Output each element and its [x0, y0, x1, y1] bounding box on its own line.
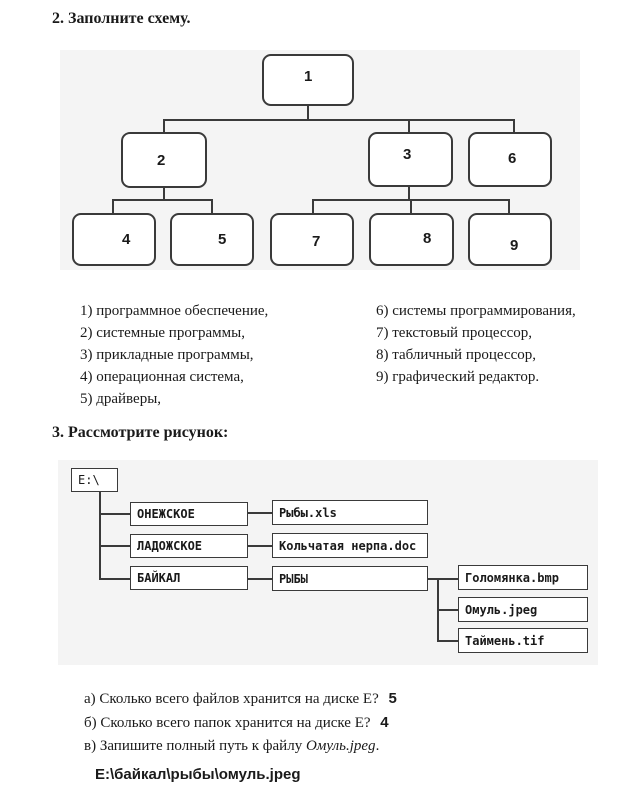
connector-line [211, 199, 213, 213]
answer-a[interactable]: 5 [388, 690, 397, 707]
tree-line [99, 490, 101, 579]
scheme-box-4[interactable] [72, 213, 156, 266]
task2-title: 2. Заполните схему. [52, 10, 191, 27]
connector-line [307, 104, 309, 120]
question-b [84, 714, 389, 732]
file-omul-jpeg[interactable]: Омуль.jpeg [458, 597, 588, 622]
question-a-text: а) Сколько всего файлов хранится на диске Е? [84, 691, 379, 707]
scheme-box-5[interactable] [170, 213, 254, 266]
tree-line [248, 578, 272, 580]
tree-line [248, 545, 272, 547]
scheme-box-6[interactable] [468, 132, 552, 187]
folder-baikal[interactable]: БАЙКАЛ [130, 566, 248, 590]
file-golomyanka-bmp[interactable]: Голомянка.bmp [458, 565, 588, 590]
question-c-filename: Омуль.jpeg [305, 738, 376, 754]
scheme-box-1[interactable] [262, 54, 354, 106]
scheme-box-8[interactable] [369, 213, 454, 266]
answer-c[interactable]: E:\байкал\рыбы\омуль.jpeg [95, 766, 301, 783]
box-number: 9 [510, 237, 519, 254]
tree-line [99, 513, 130, 515]
connector-line [408, 119, 410, 133]
question-c-text: в) Запишите полный путь к файлу [84, 738, 306, 754]
box-number: 3 [403, 146, 412, 163]
legend-item: 1) программное обеспечение, [80, 303, 269, 319]
box-number: 6 [508, 150, 517, 167]
scheme-box-2[interactable] [121, 132, 207, 188]
box-number: 1 [304, 68, 313, 85]
tree-line [428, 578, 458, 580]
box-number: 5 [218, 231, 227, 248]
question-a [84, 690, 397, 708]
box-number: 8 [423, 230, 432, 247]
scheme-box-7[interactable] [270, 213, 354, 266]
connector-line [163, 119, 515, 121]
question-b-text: б) Сколько всего папок хранится на диске Е? [84, 715, 371, 731]
tree-root-disk[interactable]: E:\ [71, 468, 118, 492]
legend-item: 6) системы программирования, [376, 303, 576, 319]
tree-line [99, 578, 130, 580]
legend-item: 3) прикладные программы, [80, 347, 254, 363]
connector-line [163, 186, 165, 200]
box-number: 2 [157, 152, 166, 169]
connector-line [410, 199, 412, 213]
legend-item: 9) графический редактор. [376, 369, 540, 385]
file-nerpa-doc[interactable]: Кольчатая нерпа.doc [272, 533, 428, 558]
file-ryby-xls[interactable]: Рыбы.xls [272, 500, 428, 525]
legend-item: 8) табличный процессор, [376, 347, 536, 363]
question-c [84, 738, 379, 755]
scheme-box-3[interactable] [368, 132, 453, 187]
box-number: 4 [122, 231, 131, 248]
connector-line [312, 199, 314, 213]
connector-line [112, 199, 114, 213]
folder-ladoga[interactable]: ЛАДОЖСКОЕ [130, 534, 248, 558]
legend-item: 7) текстовый процессор, [376, 325, 532, 341]
tree-line [437, 609, 458, 611]
connector-line [408, 186, 410, 200]
legend-item: 4) операционная система, [80, 369, 244, 385]
legend-item: 5) драйверы, [80, 391, 162, 407]
folder-onega[interactable]: ОНЕЖСКОЕ [130, 502, 248, 526]
folder-ryby[interactable]: РЫБЫ [272, 566, 428, 591]
tree-line [437, 640, 458, 642]
scheme-box-9[interactable] [468, 213, 552, 266]
connector-line [163, 119, 165, 133]
file-taimen-tif[interactable]: Таймень.tif [458, 628, 588, 653]
connector-line [513, 119, 515, 133]
task3-title: 3. Рассмотрите рисунок: [52, 424, 229, 441]
answer-b[interactable]: 4 [380, 714, 389, 731]
tree-line [99, 545, 130, 547]
connector-line [508, 199, 510, 213]
question-c-suffix: . [375, 738, 380, 754]
tree-line [248, 512, 272, 514]
legend-item: 2) системные программы, [80, 325, 245, 341]
box-number: 7 [312, 233, 321, 250]
connector-line [112, 199, 213, 201]
